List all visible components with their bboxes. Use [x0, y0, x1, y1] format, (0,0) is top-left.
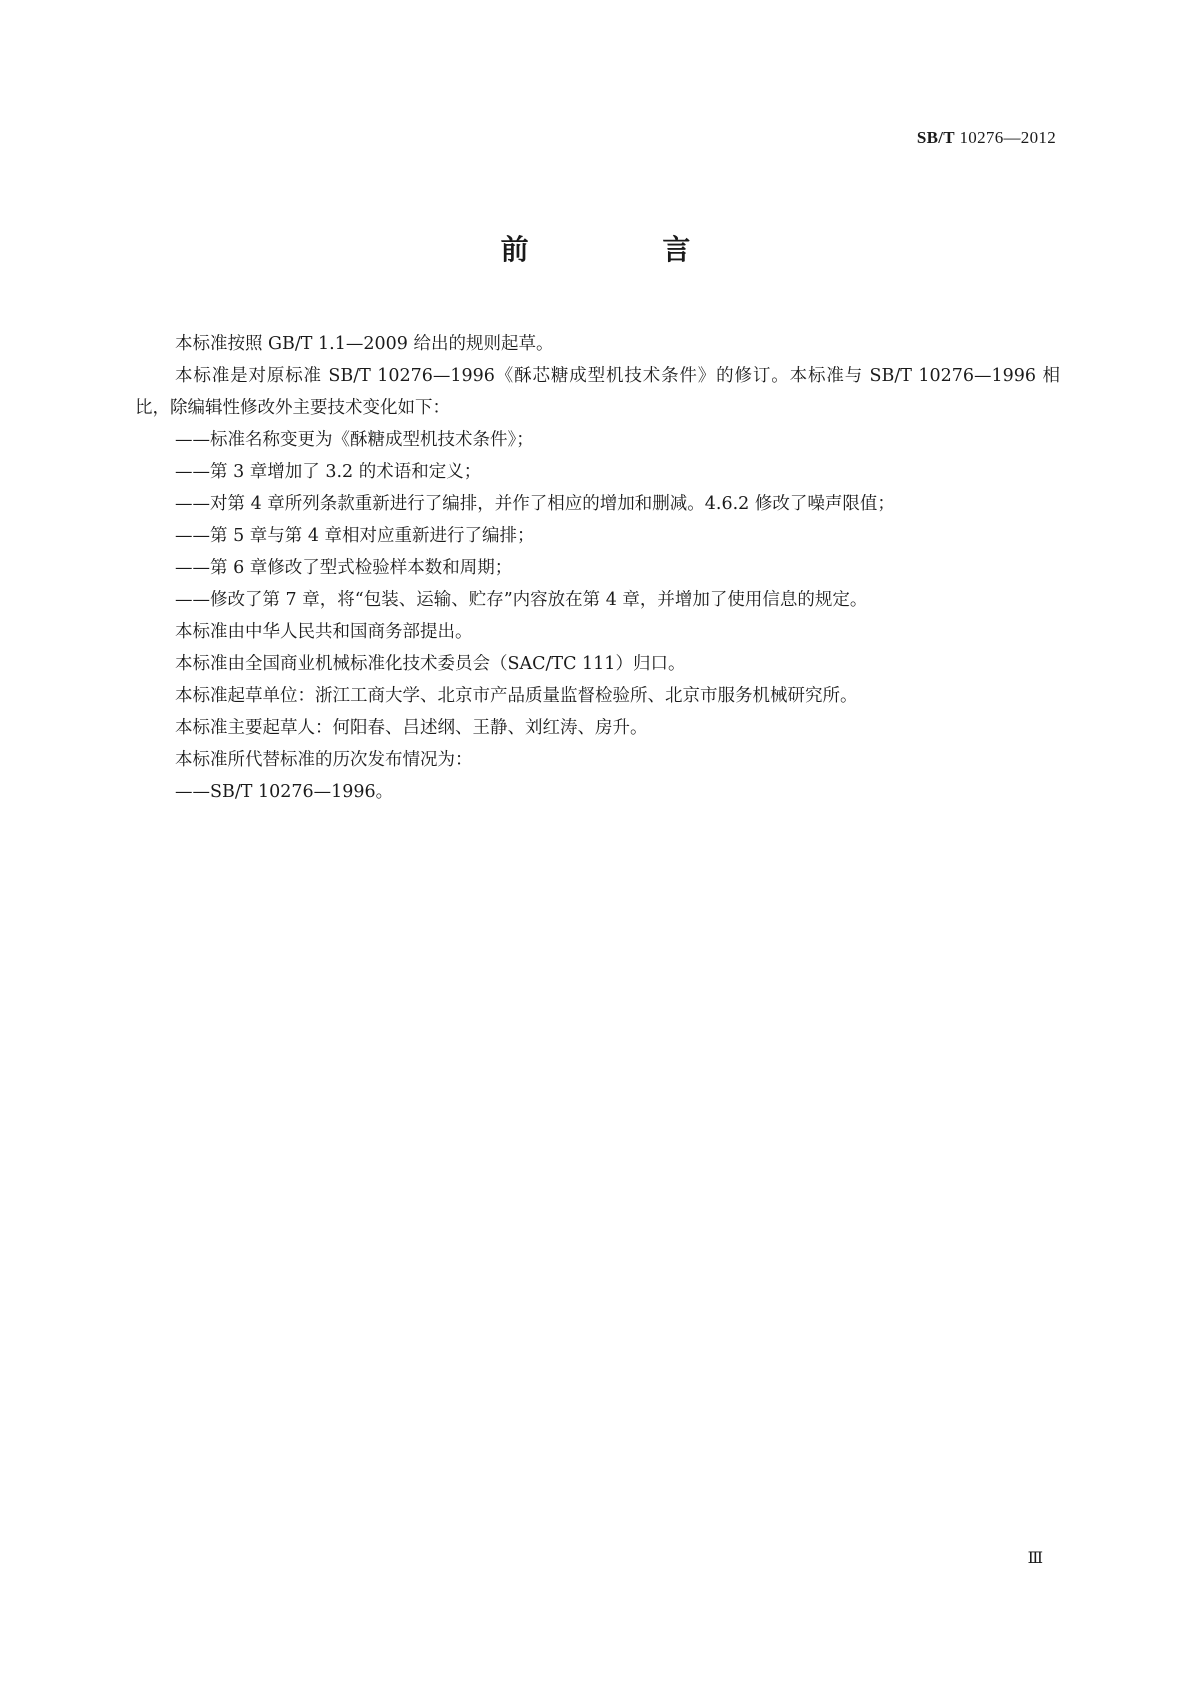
standard-code — [917, 128, 1056, 148]
standard-prefix: SB/T — [916, 128, 955, 147]
list-item: ——第 3 章增加了 3.2 的术语和定义； — [175, 462, 482, 482]
paragraph: 本标准是对原标准 SB/T 10276—1996《酥芯糖成型机技术条件》的修订。本标准与 SB/T 10276—1996 相比，除编辑性修改外主要技术变化如下： — [135, 366, 1060, 418]
paragraph: 本标准按照 GB/T 1.1—2009 给出的规则起草。 — [175, 334, 554, 354]
standard-number: 10276—2012 — [959, 128, 1056, 147]
page-title: 前 言 — [500, 233, 753, 266]
list-item: ——修改了第 7 章，将“包装、运输、贮存”内容放在第 4 章，并增加了使用信息的规定。 — [175, 590, 868, 610]
list-item: ——SB/T 10276—1996。 — [175, 782, 394, 802]
list-item: ——第 6 章修改了型式检验样本数和周期； — [175, 558, 513, 578]
paragraph: 本标准主要起草人：何阳春、吕述纲、王静、刘红涛、房升。 — [175, 718, 648, 738]
foreword-body — [135, 328, 1060, 808]
list-item: ——对第 4 章所列条款重新进行了编排，并作了相应的增加和删减。4.6.2 修改了噪声限值； — [175, 494, 895, 514]
list-item: ——标准名称变更为《酥糖成型机技术条件》； — [175, 430, 534, 450]
paragraph: 本标准由中华人民共和国商务部提出。 — [175, 622, 473, 642]
paragraph: 本标准所代替标准的历次发布情况为： — [175, 750, 473, 770]
list-item: ——第 5 章与第 4 章相对应重新进行了编排； — [175, 526, 535, 546]
paragraph: 本标准由全国商业机械标准化技术委员会（SAC/TC 111）归口。 — [175, 654, 686, 674]
page-number: Ⅲ — [1027, 1550, 1043, 1567]
paragraph: 本标准起草单位：浙江工商大学、北京市产品质量监督检验所、北京市服务机械研究所。 — [175, 686, 858, 706]
